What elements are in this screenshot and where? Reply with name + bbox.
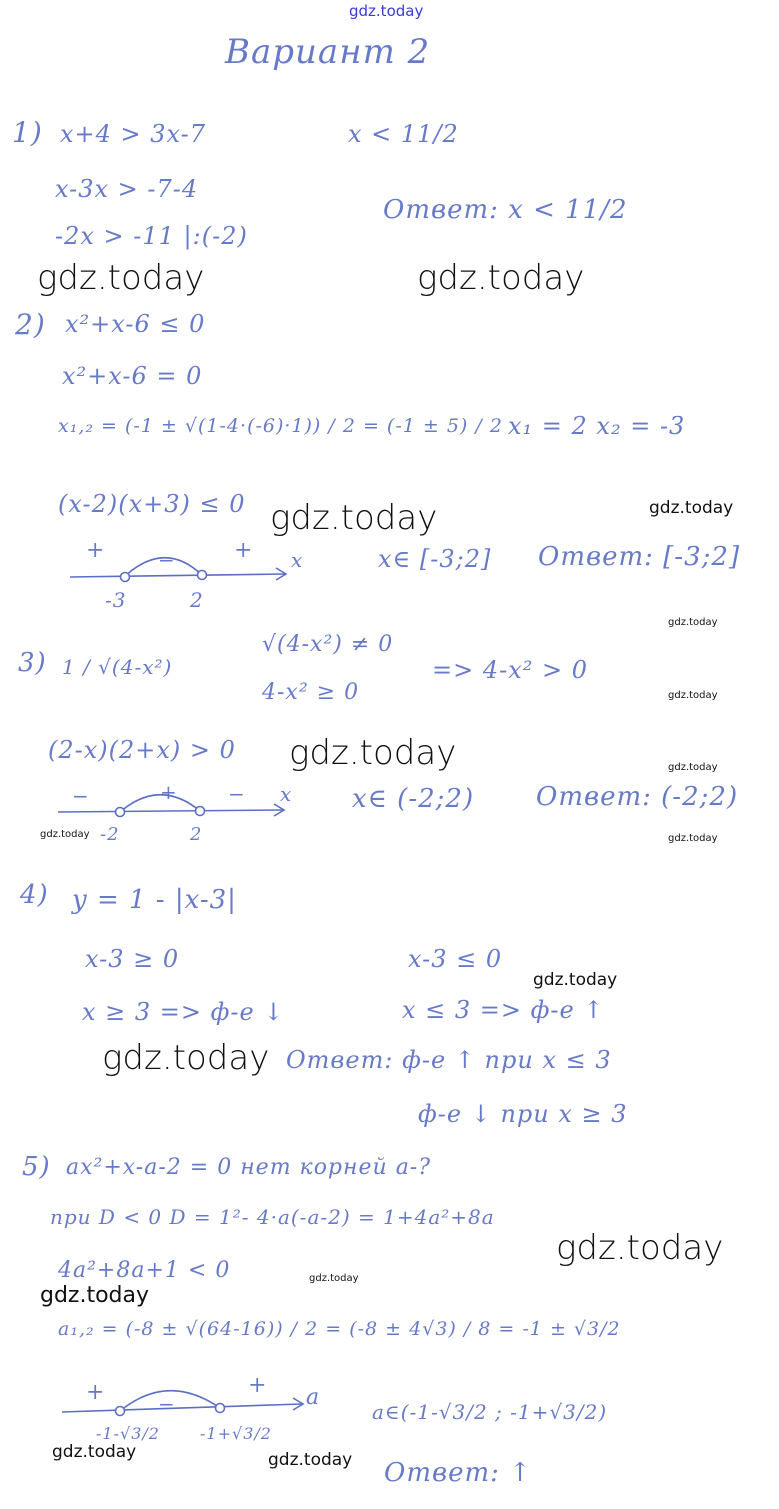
problem-3-answer: Ответ: (-2;2) — [536, 782, 739, 812]
problem-2-interval: x∈ [-3;2] — [378, 545, 492, 573]
problem-3-line-2: (2-x)(2+x) > 0 — [48, 736, 236, 764]
problem-1-line-3: -2x > -11 |:(-2) — [55, 222, 248, 250]
problem-3-line-1: 1 / √(4-x²) — [62, 655, 173, 679]
watermark: gdz.today — [40, 1283, 150, 1308]
number-line-2-tick-1: -3 — [105, 588, 127, 612]
problem-2-line-4: (x-2)(x+3) ≤ 0 — [58, 490, 246, 518]
problem-4-number: 4) — [20, 880, 49, 910]
number-line-5-tick-2: -1+√3/2 — [200, 1424, 272, 1443]
problem-3-implication: => 4-x² > 0 — [432, 656, 589, 684]
number-line-2-sign-left: + — [86, 538, 106, 563]
watermark: gdz.today — [268, 1450, 353, 1470]
number-line-2-tick-2: 2 — [190, 588, 204, 612]
problem-5-line-1: ax²+x-a-2 = 0 нет корней a-? — [66, 1155, 432, 1180]
problem-4-case-1: x-3 ≥ 0 — [85, 945, 180, 973]
watermark: gdz.today — [40, 829, 90, 840]
number-line-2-var: x — [291, 548, 304, 572]
problem-1-line-1: x+4 > 3x-7 — [60, 120, 207, 148]
number-line-3-sign-mid: + — [160, 780, 178, 804]
problem-4-case-2: x-3 ≤ 0 — [408, 945, 503, 973]
problem-4-answer-1: Ответ: ф-е ↑ при x ≤ 3 — [286, 1046, 612, 1074]
number-line-2-sign-mid: − — [158, 548, 176, 572]
problem-5-number: 5) — [22, 1152, 51, 1182]
problem-3-number: 3) — [18, 648, 47, 678]
watermark: gdz.today — [289, 733, 457, 773]
problem-1-line-2: x-3x > -7-4 — [55, 175, 199, 203]
problem-3-system-1: √(4-x²) ≠ 0 — [262, 632, 394, 657]
watermark: gdz.today — [52, 1442, 137, 1462]
watermark: gdz.today — [309, 1273, 359, 1284]
number-line-5-var: a — [306, 1385, 321, 1410]
number-line-3-tick-1: -2 — [100, 824, 120, 845]
number-line-5-sign-left: + — [86, 1380, 106, 1405]
problem-2-line-1: x²+x-6 ≤ 0 — [65, 310, 206, 338]
number-line-3-sign-right: − — [228, 782, 246, 806]
number-line-3-sign-left: − — [72, 784, 90, 808]
number-line-3-var: x — [280, 782, 293, 806]
problem-4-answer-2: ф-е ↓ при x ≥ 3 — [418, 1100, 628, 1128]
number-line-5-sign-mid: − — [158, 1392, 176, 1416]
problem-4-case-2-result: x ≤ 3 => ф-е ↑ — [402, 996, 605, 1024]
number-line-2-sign-right: + — [234, 538, 254, 563]
problem-5-answer: Ответ: ↑ — [384, 1458, 532, 1488]
watermark: gdz.today — [102, 1038, 270, 1078]
number-line-3-tick-2: 2 — [190, 824, 203, 845]
number-line-5-sign-right: + — [248, 1373, 268, 1398]
watermark: gdz.today — [668, 690, 718, 701]
watermark: gdz.today — [417, 258, 585, 298]
watermark: gdz.today — [533, 970, 618, 990]
problem-5-line-4: a₁,₂ = (-8 ± √(64-16)) / 2 = (-8 ± 4√3) / 8 = -1 ± √3/2 — [58, 1318, 621, 1340]
problem-1-result: x < 11/2 — [348, 120, 459, 148]
watermark: gdz.today — [668, 833, 718, 844]
number-line-5-tick-1: -1-√3/2 — [96, 1424, 160, 1443]
problem-4-case-1-result: x ≥ 3 => ф-е ↓ — [82, 998, 285, 1026]
watermark-top: gdz.today — [349, 2, 424, 20]
page-title: Вариант 2 — [225, 32, 431, 72]
problem-1-answer: Ответ: x < 11/2 — [383, 195, 628, 225]
problem-1-number: 1) — [12, 116, 43, 149]
problem-5-interval: a∈(-1-√3/2 ; -1+√3/2) — [372, 1400, 608, 1424]
watermark: gdz.today — [668, 617, 718, 628]
watermark: gdz.today — [37, 258, 205, 298]
problem-5-line-3: 4a²+8a+1 < 0 — [58, 1258, 231, 1283]
watermark: gdz.today — [668, 762, 718, 773]
watermark: gdz.today — [649, 498, 734, 518]
problem-3-interval: x∈ (-2;2) — [352, 784, 475, 814]
watermark: gdz.today — [270, 498, 438, 538]
problem-2-answer: Ответ: [-3;2] — [538, 542, 741, 572]
problem-2-line-2: x²+x-6 = 0 — [62, 362, 203, 390]
problem-3-system-2: 4-x² ≥ 0 — [262, 680, 360, 705]
problem-5-line-2: при D < 0 D = 1²- 4·a(-a-2) = 1+4a²+8a — [50, 1205, 495, 1229]
problem-2-number: 2) — [15, 308, 46, 341]
problem-2-roots: x₁ = 2 x₂ = -3 — [508, 412, 686, 440]
watermark: gdz.today — [556, 1228, 724, 1268]
problem-4-line-1: y = 1 - |x-3| — [72, 885, 237, 915]
problem-2-line-3: x₁,₂ = (-1 ± √(1-4·(-6)·1)) / 2 = (-1 ± 5) / 2 — [58, 415, 503, 437]
